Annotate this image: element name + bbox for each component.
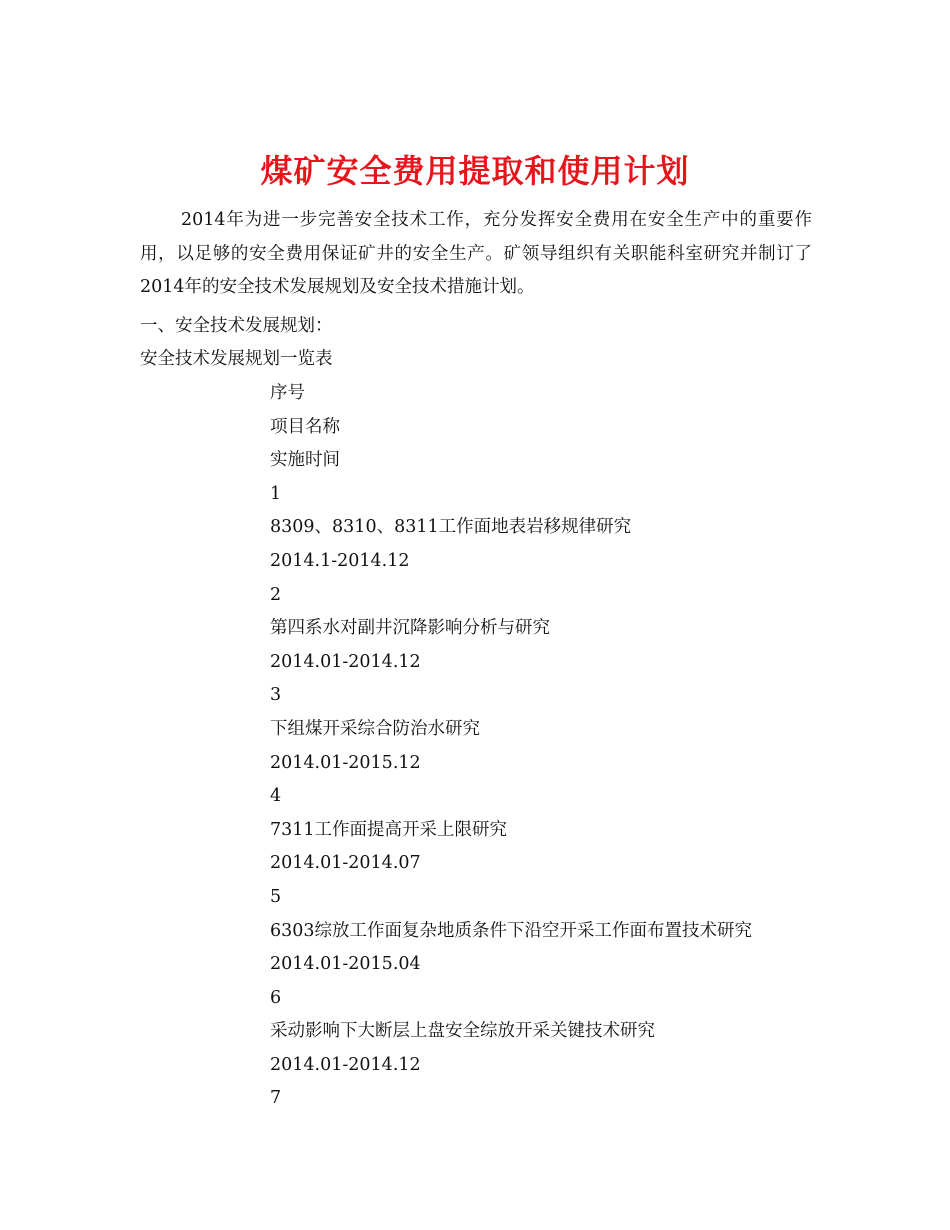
table-cell-project: 8309、8310、8311工作面地表岩移规律研究 <box>270 517 632 538</box>
table-header-cell: 项目名称 <box>270 416 340 437</box>
table-cell-index: 4 <box>270 786 282 807</box>
table-cell-period: 2014.01-2015.12 <box>270 752 421 773</box>
table-cell-project: 第四系水对副井沉降影响分析与研究 <box>270 618 550 639</box>
plan-table <box>270 377 752 1116</box>
table-cell-project: 7311工作面提高开采上限研究 <box>270 819 508 840</box>
table-header-cell: 实施时间 <box>270 450 340 471</box>
table-cell-period: 2014.1-2014.12 <box>270 550 410 571</box>
table-cell-period: 2014.01-2014.12 <box>270 651 421 672</box>
table-header-cell: 序号 <box>270 383 305 403</box>
table-cell-index: 5 <box>270 886 282 907</box>
table-cell-project: 采动影响下大断层上盘安全综放开采关键技术研究 <box>270 1021 655 1042</box>
table-cell-period: 2014.01-2014.07 <box>270 853 421 874</box>
table-cell-period: 2014.01-2015.04 <box>270 954 421 975</box>
table-cell-project: 下组煤开采综合防治水研究 <box>270 718 480 739</box>
table-cell-index: 2 <box>270 584 282 605</box>
table-cell-index: 1 <box>270 483 282 504</box>
intro-paragraph: 2014年为进一步完善安全技术工作，充分发挥安全费用在安全生产中的重要作用，以足够的安全费用保证矿井的安全生产。矿领导组织有关职能科室研究并制订了2014年的安全技术发展规划及安全技术措施计划。 <box>140 210 812 297</box>
table-caption: 安全技术发展规划一览表 <box>140 349 333 369</box>
table-cell-index: 7 <box>270 1088 282 1109</box>
page-title: 煤矿安全费用提取和使用计划 <box>260 152 690 191</box>
table-cell-index: 3 <box>270 685 282 706</box>
table-cell-index: 6 <box>270 987 282 1008</box>
table-cell-project: 6303综放工作面复杂地质条件下沿空开采工作面布置技术研究 <box>270 920 753 941</box>
table-cell-period: 2014.01-2014.12 <box>270 1054 421 1075</box>
section-heading: 一、安全技术发展规划： <box>140 316 333 336</box>
